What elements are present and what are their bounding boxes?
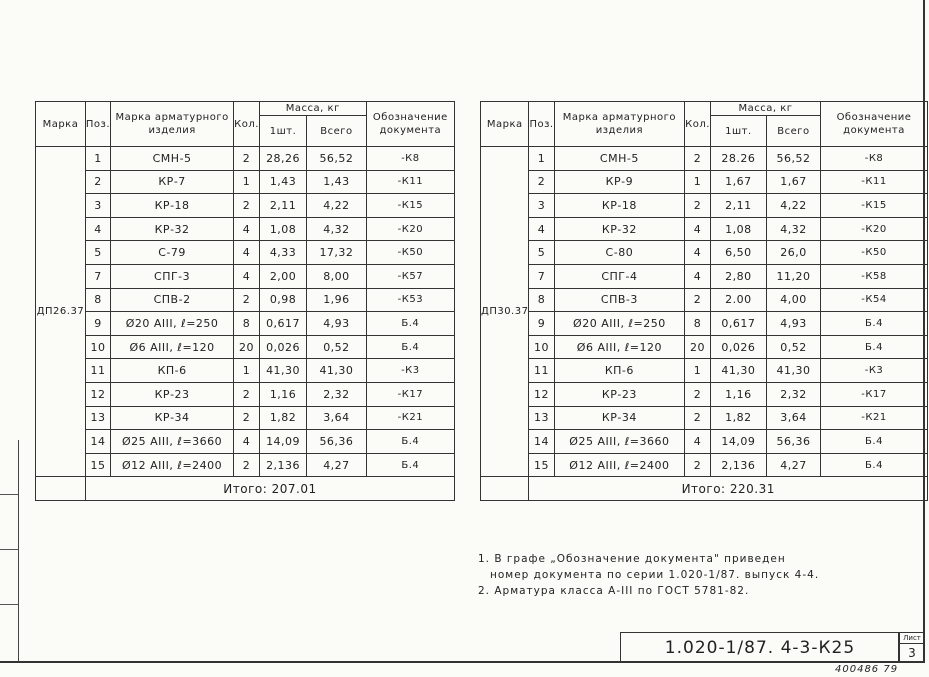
row-position: 15 — [85, 453, 110, 477]
row-position: 7 — [85, 264, 110, 288]
row-quantity: 8 — [234, 312, 260, 336]
row-mass-total: 0,52 — [307, 335, 367, 359]
table-row — [36, 359, 455, 383]
row-mass-each: 1,16 — [710, 382, 766, 406]
row-mass-total: 41,30 — [766, 359, 820, 383]
total-row — [36, 477, 455, 501]
header-doc: Обозначение документа — [366, 102, 454, 147]
row-mass-each: 1,16 — [259, 382, 306, 406]
row-quantity: 4 — [685, 241, 711, 265]
row-item-mark: СМН-5 — [111, 147, 234, 171]
row-item-mark: КР-23 — [554, 382, 685, 406]
row-document: Б.4 — [821, 453, 928, 477]
row-quantity: 1 — [234, 170, 260, 194]
row-mass-each: 1,08 — [259, 217, 306, 241]
row-mass-total: 3,64 — [307, 406, 367, 430]
row-position: 9 — [85, 312, 110, 336]
table-row — [36, 453, 455, 477]
row-item-mark: КР-34 — [554, 406, 685, 430]
row-document: -К53 — [366, 288, 454, 312]
row-document: -К11 — [821, 170, 928, 194]
total-value: Итого: 220.31 — [529, 477, 928, 501]
row-position: 13 — [85, 406, 110, 430]
row-position: 10 — [85, 335, 110, 359]
row-item-mark: КР-18 — [554, 194, 685, 218]
row-position: 8 — [529, 288, 554, 312]
table-row — [36, 430, 455, 454]
table-row — [481, 335, 928, 359]
note-1-cont: номер документа по серии 1.020-1/87. выпуск 4-4. — [490, 569, 820, 581]
row-item-mark: Ø12 АIII, ℓ=2400 — [111, 453, 234, 477]
row-quantity: 2 — [234, 382, 260, 406]
header-qty: Кол. — [234, 102, 260, 147]
row-mass-each: 1,43 — [259, 170, 306, 194]
row-mass-total: 8,00 — [307, 264, 367, 288]
row-item-mark: СМН-5 — [554, 147, 685, 171]
row-mass-total: 1,43 — [307, 170, 367, 194]
table-row — [36, 335, 455, 359]
header-marka: Марка — [481, 102, 529, 147]
row-item-mark: Ø6 АIII, ℓ=120 — [554, 335, 685, 359]
row-mass-each: 6,50 — [710, 241, 766, 265]
row-quantity: 2 — [685, 453, 711, 477]
row-position: 13 — [529, 406, 554, 430]
row-quantity: 1 — [234, 359, 260, 383]
row-item-mark: С-80 — [554, 241, 685, 265]
row-document: -К20 — [366, 217, 454, 241]
row-mass-each: 1,08 — [710, 217, 766, 241]
row-position: 3 — [529, 194, 554, 218]
row-document: -К54 — [821, 288, 928, 312]
row-quantity: 2 — [234, 453, 260, 477]
row-position: 12 — [85, 382, 110, 406]
row-mass-total: 41,30 — [307, 359, 367, 383]
row-quantity: 2 — [685, 194, 711, 218]
row-item-mark: Ø12 АIII, ℓ=2400 — [554, 453, 685, 477]
row-item-mark: КР-9 — [554, 170, 685, 194]
row-position: 3 — [85, 194, 110, 218]
row-document: -К11 — [366, 170, 454, 194]
row-mass-total: 4,27 — [766, 453, 820, 477]
row-position: 1 — [85, 147, 110, 171]
sheet-box — [898, 632, 925, 662]
row-mass-total: 4,32 — [307, 217, 367, 241]
row-mass-each: 41,30 — [710, 359, 766, 383]
row-quantity: 2 — [685, 288, 711, 312]
total-value: Итого: 207.01 — [85, 477, 454, 501]
row-quantity: 4 — [685, 264, 711, 288]
row-mass-total: 17,32 — [307, 241, 367, 265]
header-item: Марка арматурного изделия — [111, 102, 234, 147]
row-mass-total: 56,52 — [766, 147, 820, 171]
sheet-number: 3 — [908, 646, 916, 660]
row-quantity: 2 — [234, 147, 260, 171]
table-row — [36, 312, 455, 336]
table-row — [481, 288, 928, 312]
archive-number: 400486 79 — [835, 664, 899, 675]
row-document: -К17 — [821, 382, 928, 406]
total-row-blank — [36, 477, 86, 501]
row-item-mark: КР-7 — [111, 170, 234, 194]
row-mass-total: 56,36 — [766, 430, 820, 454]
row-mass-each: 0,026 — [259, 335, 306, 359]
row-mass-each: 4,33 — [259, 241, 306, 265]
row-position: 8 — [85, 288, 110, 312]
row-mass-total: 4,93 — [766, 312, 820, 336]
row-document: -К3 — [366, 359, 454, 383]
row-mass-total: 4,93 — [307, 312, 367, 336]
row-document: -К3 — [821, 359, 928, 383]
row-mass-each: 41,30 — [259, 359, 306, 383]
row-item-mark: КР-23 — [111, 382, 234, 406]
table-row — [481, 312, 928, 336]
table-row — [481, 264, 928, 288]
row-mass-total: 4,27 — [307, 453, 367, 477]
header-mass-one: 1шт. — [259, 116, 306, 147]
product-mark: ДП30.37 — [481, 147, 529, 477]
header-mass-total: Всего — [307, 116, 367, 147]
header-row — [36, 102, 455, 116]
row-item-mark: СПВ-2 — [111, 288, 234, 312]
row-quantity: 2 — [685, 382, 711, 406]
table-row — [481, 147, 928, 171]
header-row — [481, 102, 928, 116]
row-item-mark: Ø6 АIII, ℓ=120 — [111, 335, 234, 359]
row-mass-each: 0,617 — [259, 312, 306, 336]
table-row — [481, 430, 928, 454]
table-row — [36, 288, 455, 312]
table-row — [36, 147, 455, 171]
row-position: 15 — [529, 453, 554, 477]
note-1: 1. В графе „Обозначение документа" приведен — [478, 553, 786, 565]
row-document: Б.4 — [366, 312, 454, 336]
table-row — [36, 406, 455, 430]
row-mass-each: 14,09 — [259, 430, 306, 454]
row-item-mark: КР-34 — [111, 406, 234, 430]
row-document: -К58 — [821, 264, 928, 288]
row-mass-each: 28,26 — [259, 147, 306, 171]
row-mass-total: 1,96 — [307, 288, 367, 312]
row-position: 4 — [85, 217, 110, 241]
row-mass-total: 4,00 — [766, 288, 820, 312]
row-mass-total: 0,52 — [766, 335, 820, 359]
header-mass-one: 1шт. — [710, 116, 766, 147]
header-mass: Масса, кг — [710, 102, 820, 116]
row-item-mark: КР-32 — [111, 217, 234, 241]
row-document: -К15 — [821, 194, 928, 218]
table-row — [36, 264, 455, 288]
row-document: -К17 — [366, 382, 454, 406]
header-qty: Кол. — [685, 102, 711, 147]
row-mass-each: 28.26 — [710, 147, 766, 171]
row-mass-total: 3,64 — [766, 406, 820, 430]
total-row-blank — [481, 477, 529, 501]
row-mass-total: 2,32 — [307, 382, 367, 406]
row-item-mark: КП-6 — [111, 359, 234, 383]
notes — [478, 551, 819, 599]
row-item-mark: Ø20 АIII, ℓ=250 — [111, 312, 234, 336]
row-quantity: 2 — [234, 288, 260, 312]
row-document: -К20 — [821, 217, 928, 241]
table-row — [481, 217, 928, 241]
row-item-mark: КП-6 — [554, 359, 685, 383]
row-position: 11 — [529, 359, 554, 383]
row-item-mark: Ø20 АIII, ℓ=250 — [554, 312, 685, 336]
row-position: 4 — [529, 217, 554, 241]
row-position: 14 — [529, 430, 554, 454]
table-row — [36, 170, 455, 194]
header-item: Марка арматурного изделия — [554, 102, 685, 147]
row-mass-each: 2,136 — [710, 453, 766, 477]
row-mass-total: 4,22 — [766, 194, 820, 218]
note-2: 2. Арматура класса А-III по ГОСТ 5781-82. — [478, 585, 750, 597]
row-document: -К21 — [366, 406, 454, 430]
row-quantity: 2 — [685, 147, 711, 171]
row-position: 10 — [529, 335, 554, 359]
row-position: 5 — [529, 241, 554, 265]
row-mass-total: 4,22 — [307, 194, 367, 218]
row-item-mark: Ø25 АIII, ℓ=3660 — [554, 430, 685, 454]
row-mass-total: 26,0 — [766, 241, 820, 265]
header-marka: Марка — [36, 102, 86, 147]
row-position: 1 — [529, 147, 554, 171]
row-document: -К8 — [366, 147, 454, 171]
title-block-designation: 1.020-1/87. 4-3-К25 — [620, 632, 900, 662]
row-document: -К15 — [366, 194, 454, 218]
row-item-mark: СПГ-3 — [111, 264, 234, 288]
row-quantity: 20 — [234, 335, 260, 359]
row-document: Б.4 — [366, 335, 454, 359]
row-document: Б.4 — [821, 335, 928, 359]
row-mass-each: 1,82 — [259, 406, 306, 430]
table-row — [36, 217, 455, 241]
table-row — [481, 382, 928, 406]
row-quantity: 2 — [234, 406, 260, 430]
row-quantity: 20 — [685, 335, 711, 359]
row-quantity: 4 — [685, 430, 711, 454]
row-position: 2 — [85, 170, 110, 194]
table-row — [481, 453, 928, 477]
row-position: 11 — [85, 359, 110, 383]
row-mass-total: 4,32 — [766, 217, 820, 241]
row-mass-each: 1,82 — [710, 406, 766, 430]
row-item-mark: СПВ-3 — [554, 288, 685, 312]
table-row — [481, 359, 928, 383]
row-mass-total: 11,20 — [766, 264, 820, 288]
row-quantity: 1 — [685, 359, 711, 383]
row-document: -К50 — [366, 241, 454, 265]
row-mass-each: 14,09 — [710, 430, 766, 454]
row-quantity: 1 — [685, 170, 711, 194]
row-item-mark: СПГ-4 — [554, 264, 685, 288]
row-item-mark: Ø25 АIII, ℓ=3660 — [111, 430, 234, 454]
sheet-label: Лист — [899, 633, 925, 644]
row-position: 5 — [85, 241, 110, 265]
row-mass-total: 2,32 — [766, 382, 820, 406]
row-quantity: 4 — [234, 217, 260, 241]
row-mass-each: 2,11 — [259, 194, 306, 218]
row-item-mark: С-79 — [111, 241, 234, 265]
row-mass-each: 2,80 — [710, 264, 766, 288]
row-position: 2 — [529, 170, 554, 194]
table-row — [481, 406, 928, 430]
row-document: Б.4 — [366, 430, 454, 454]
row-mass-each: 0,617 — [710, 312, 766, 336]
row-quantity: 2 — [234, 194, 260, 218]
row-item-mark: КР-18 — [111, 194, 234, 218]
row-document: Б.4 — [821, 312, 928, 336]
row-mass-each: 1,67 — [710, 170, 766, 194]
spec-table-right — [480, 101, 928, 501]
row-mass-total: 1,67 — [766, 170, 820, 194]
header-pos: Поз. — [85, 102, 110, 147]
table-row — [36, 194, 455, 218]
row-mass-each: 0,026 — [710, 335, 766, 359]
row-position: 9 — [529, 312, 554, 336]
row-item-mark: КР-32 — [554, 217, 685, 241]
row-mass-each: 2.00 — [710, 288, 766, 312]
row-position: 7 — [529, 264, 554, 288]
table-row — [36, 241, 455, 265]
table-row — [481, 170, 928, 194]
row-document: Б.4 — [821, 430, 928, 454]
header-mass: Масса, кг — [259, 102, 366, 116]
row-mass-each: 2,136 — [259, 453, 306, 477]
row-document: -К21 — [821, 406, 928, 430]
table-row — [481, 194, 928, 218]
row-mass-total: 56,52 — [307, 147, 367, 171]
row-quantity: 2 — [685, 406, 711, 430]
row-position: 12 — [529, 382, 554, 406]
row-quantity: 4 — [234, 264, 260, 288]
table-row — [481, 241, 928, 265]
header-doc: Обозначение документа — [821, 102, 928, 147]
row-mass-total: 56,36 — [307, 430, 367, 454]
row-document: -К50 — [821, 241, 928, 265]
row-document: Б.4 — [366, 453, 454, 477]
header-mass-total: Всего — [766, 116, 820, 147]
frame-left-stamp-boxes — [0, 440, 19, 661]
header-pos: Поз. — [529, 102, 554, 147]
table-row — [36, 382, 455, 406]
spec-table-left — [35, 101, 455, 501]
row-position: 14 — [85, 430, 110, 454]
row-document: -К8 — [821, 147, 928, 171]
row-quantity: 4 — [234, 241, 260, 265]
row-mass-each: 0,98 — [259, 288, 306, 312]
row-mass-each: 2,11 — [710, 194, 766, 218]
total-row — [481, 477, 928, 501]
row-mass-each: 2,00 — [259, 264, 306, 288]
row-quantity: 4 — [234, 430, 260, 454]
product-mark: ДП26.37 — [36, 147, 86, 477]
row-quantity: 8 — [685, 312, 711, 336]
row-document: -К57 — [366, 264, 454, 288]
row-quantity: 4 — [685, 217, 711, 241]
